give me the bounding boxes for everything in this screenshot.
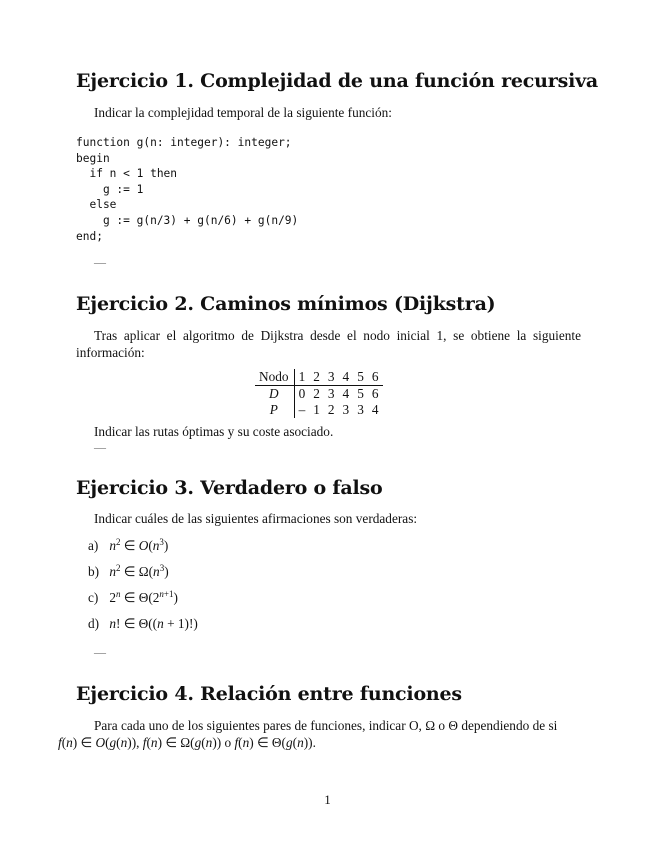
dijkstra-cell: 4 <box>342 386 350 401</box>
exercise-1-code-block: function g(n: integer): integer; begin if n < 1 then g := 1 else g := g(n/3) + g(n/6) + g(n/9) end; <box>76 136 299 243</box>
dijkstra-row-label: D <box>255 386 294 403</box>
statement-d: d) n! ∈ Θ((n + 1)!) <box>88 616 198 631</box>
exercise-1-intro: Indicar la complejidad temporal de la siguiente función: <box>94 105 392 120</box>
dijkstra-node: 3 <box>324 369 339 386</box>
page-number: 1 <box>324 792 331 807</box>
exercise-2-answer-placeholder: — <box>94 440 106 454</box>
exercise-3-answer-placeholder: — <box>94 645 106 659</box>
dijkstra-cell: 3 <box>342 402 350 417</box>
dijkstra-node: 2 <box>309 369 324 386</box>
dijkstra-cell: 5 <box>357 386 364 401</box>
dijkstra-cell: – <box>298 402 306 417</box>
dijkstra-cell: 1 <box>313 402 320 417</box>
dijkstra-cell: 6 <box>371 386 379 401</box>
dijkstra-row-predecessor <box>255 402 383 418</box>
dijkstra-node: 4 <box>339 369 354 386</box>
exercise-1-title: Ejercicio 1. Complejidad de una función recursiva <box>76 70 599 92</box>
exercise-2-question: Indicar las rutas óptimas y su coste asociado. <box>94 424 334 439</box>
dijkstra-cell: 4 <box>371 402 379 417</box>
exercise-2-title: Ejercicio 2. Caminos mínimos (Dijkstra) <box>76 293 496 315</box>
dijkstra-node: 6 <box>368 369 383 386</box>
dijkstra-cell: 2 <box>327 402 335 417</box>
dijkstra-row-distance <box>255 386 383 403</box>
exercise-2-intro: Tras aplicar el algoritmo de Dijkstra desde el nodo inicial 1, se obtiene la siguiente información: <box>76 328 581 360</box>
statement-list <box>88 538 198 642</box>
dijkstra-row-label: P <box>255 402 294 418</box>
exercise-4-intro: Para cada uno de los siguientes pares de funciones, indicar O, Ω o Θ dependiendo de si f(n) ∈ O(g(n)), f(n) ∈ Ω(g(n)) o f(n) ∈ Θ(g(n)). <box>58 718 558 750</box>
dijkstra-node: 5 <box>353 369 368 386</box>
dijkstra-node: 1 <box>294 369 309 386</box>
dijkstra-cell: 2 <box>313 386 320 401</box>
exercise-3-intro: Indicar cuáles de las siguientes afirmaciones son verdaderas: <box>94 511 418 526</box>
dijkstra-header-label: Nodo <box>255 369 294 386</box>
statement-a: a) $n^2$ ∈ $O(n^3)$ <box>88 537 169 553</box>
statement-b: b) $n^2$ ∈ $\Omega(n^3)$ <box>88 563 169 579</box>
statement-c: c) 2$^n$ ∈ $\Theta(2^{n+1})$ <box>88 589 178 605</box>
dijkstra-table <box>255 369 383 418</box>
dijkstra-cell: 0 <box>298 386 306 401</box>
exercise-3-title: Ejercicio 3. Verdadero o falso <box>76 477 383 499</box>
dijkstra-cell: 3 <box>357 402 364 417</box>
exercise-4-title: Ejercicio 4. Relación entre funciones <box>76 683 462 705</box>
exercise-1-answer-placeholder: — <box>94 255 106 269</box>
dijkstra-cell: 3 <box>327 386 335 401</box>
dijkstra-table-header-row <box>255 369 383 386</box>
